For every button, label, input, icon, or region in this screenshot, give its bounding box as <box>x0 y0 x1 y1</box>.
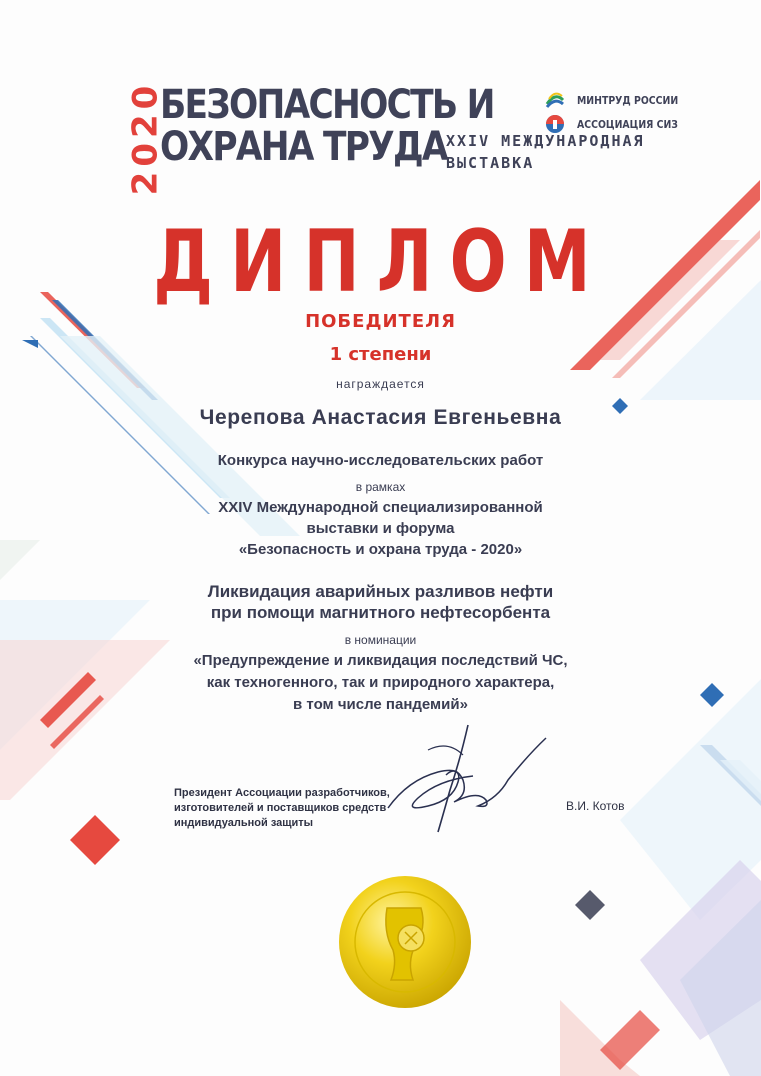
event-title-line-1: БЕЗОПАСНОСТЬ И <box>160 82 494 128</box>
org-mintrud: МИНТРУД РОССИИ <box>545 88 696 112</box>
event-year: 2020 <box>125 80 166 196</box>
mintrud-logo-icon <box>545 90 565 110</box>
event-title-line-2: ОХРАНА ТРУДА <box>160 124 447 170</box>
nomination-label: в номинации <box>344 633 417 647</box>
org-asiz: АССОЦИАЦИЯ СИЗ <box>545 112 696 136</box>
position-line-2: изготовителей и поставщиков средств <box>174 802 387 814</box>
within-label: в рамках <box>355 480 406 494</box>
event-title <box>160 84 494 168</box>
recipient-name: Черепова Анастасия Евгеньевна <box>199 406 562 429</box>
position-line-1: Президент Ассоциации разработчиков, <box>174 787 390 799</box>
event-line-3: «Безопасность и охрана труда - 2020» <box>238 541 523 558</box>
awarded-label: награждается <box>336 377 425 391</box>
nomination-line-1: «Предупреждение и ликвидация последствий ЧС, <box>193 652 568 669</box>
nomination-line-3: в том числе пандемий» <box>293 696 468 713</box>
position-line-3: индивидуальной защиты <box>174 817 314 829</box>
organization-logos <box>545 88 696 136</box>
handwritten-signature <box>368 720 558 840</box>
event-line-2: выставки и форума <box>306 520 455 537</box>
signatory-position <box>174 786 390 831</box>
contest-name: Конкурса научно-исследовательских работ <box>217 452 544 469</box>
event-line-1: XXIV Международной специализированной <box>218 499 543 516</box>
degree-label: 1 степени <box>329 344 432 365</box>
exhibition-line-2: ВЫСТАВКА <box>446 154 535 172</box>
exhibition-line-1: XXIV МЕЖДУНАРОДНАЯ <box>446 132 645 150</box>
exhibition-label <box>446 130 645 174</box>
diploma-title: ДИПЛОМ <box>153 212 608 312</box>
work-title-line-1: Ликвидация аварийных разливов нефти <box>207 582 554 601</box>
winner-label: ПОБЕДИТЕЛЯ <box>305 311 456 332</box>
signer-name: В.И. Котов <box>566 799 625 813</box>
work-title-line-2: при помощи магнитного нефтесорбента <box>210 603 551 622</box>
gold-seal <box>335 872 475 1012</box>
nomination-line-2: как техногенного, так и природного характера, <box>206 674 555 691</box>
